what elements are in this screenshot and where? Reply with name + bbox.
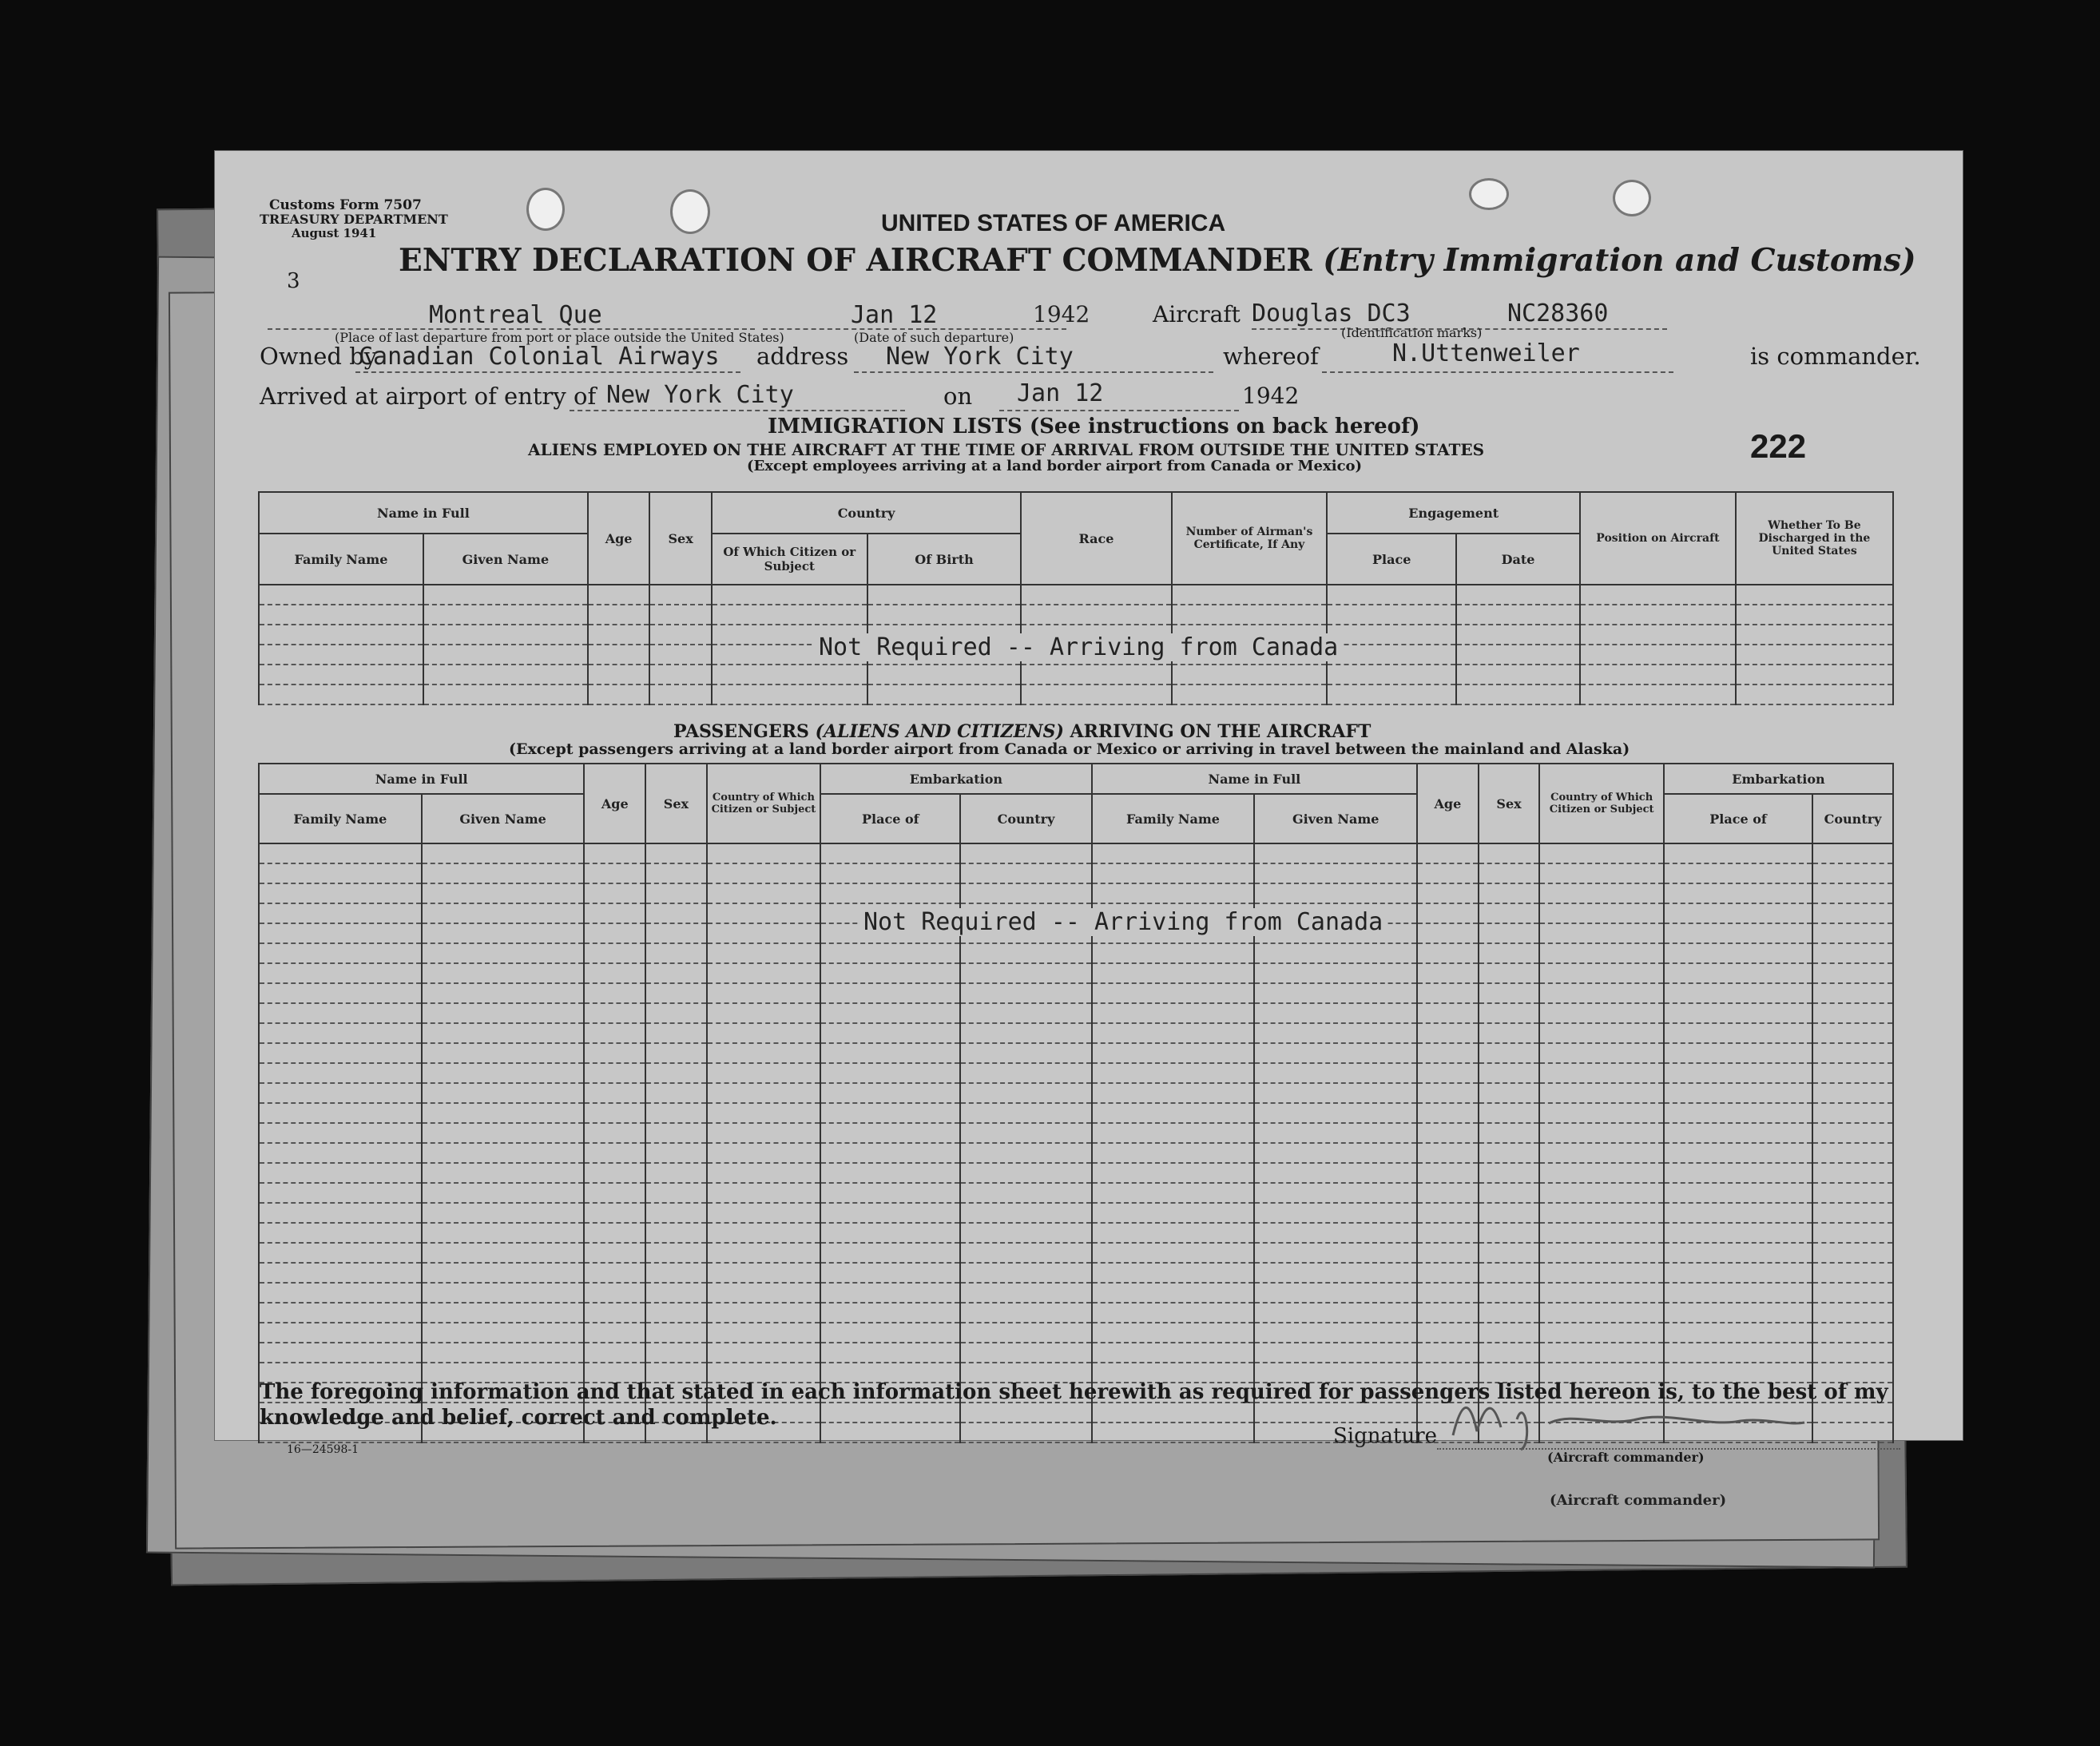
form-number: Customs Form 7507 <box>269 197 422 213</box>
crew-header-family-name: Family Name <box>259 534 423 585</box>
crew-row <box>259 685 1893 704</box>
crew-header-name-in-full: Name in Full <box>259 492 588 534</box>
crew-header-given-name: Given Name <box>423 534 588 585</box>
passenger-header-age: Age <box>584 764 645 843</box>
commander-name: N.Uttenweiler <box>1392 339 1580 367</box>
crew-header-discharged: Whether To Be Discharged in the United States <box>1736 492 1893 585</box>
passengers-heading <box>673 721 1371 742</box>
crew-header-of-birth: Of Birth <box>867 534 1022 585</box>
passenger-header-embarkation-2: Embarkation <box>1664 764 1893 794</box>
stamp-number: 222 <box>1750 427 1807 465</box>
punch-hole <box>1469 178 1509 210</box>
passenger-row <box>259 1003 1893 1023</box>
form-page <box>214 150 1963 1465</box>
passenger-row <box>259 1163 1893 1183</box>
passenger-header-sex-2: Sex <box>1479 764 1540 843</box>
passenger-row <box>259 1083 1893 1103</box>
commander-line <box>1322 371 1673 373</box>
passengers-heading-a: PASSENGERS <box>673 721 816 742</box>
passengers-not-required-note: Not Required -- Arriving from Canada <box>859 908 1387 936</box>
passenger-header-given-name-2: Given Name <box>1254 794 1417 843</box>
passenger-header-citizen-of-2: Country of Which Citizen or Subject <box>1539 764 1664 843</box>
sheet-number: 3 <box>287 269 300 293</box>
passenger-header-sex: Sex <box>645 764 707 843</box>
passenger-row <box>259 1263 1893 1283</box>
crew-header-race: Race <box>1021 492 1171 585</box>
form-title <box>399 242 1916 279</box>
passenger-row <box>259 1303 1893 1323</box>
passenger-header-citizen-of: Country of Which Citizen or Subject <box>707 764 820 843</box>
passenger-row <box>259 1323 1893 1343</box>
whereof-label: whereof <box>1223 343 1319 370</box>
crew-row <box>259 665 1893 685</box>
crew-row <box>259 585 1893 605</box>
passenger-header-age-2: Age <box>1417 764 1479 843</box>
passenger-row <box>259 883 1893 903</box>
country-title: UNITED STATES OF AMERICA <box>881 210 1226 236</box>
passenger-row <box>259 843 1893 863</box>
underlying-caption: (Aircraft commander) <box>1550 1492 1727 1509</box>
department: TREASURY DEPARTMENT <box>260 212 448 227</box>
owned-by: Canadian Colonial Airways <box>359 343 720 371</box>
form-title-paren: (Entry Immigration and Customs) <box>1323 242 1916 279</box>
passenger-header-country-2: Country <box>1812 794 1893 843</box>
passenger-row <box>259 963 1893 983</box>
owned-label: Owned by <box>260 343 378 370</box>
arrival-label: Arrived at airport of entry of <box>260 383 597 410</box>
departure-date: Jan 12 <box>851 301 938 329</box>
crew-header-certificate: Number of Airman's Certificate, If Any <box>1172 492 1328 585</box>
passenger-row <box>259 1143 1893 1163</box>
crew-subheading: (Except employees arriving at a land border airport from Canada or Mexico) <box>747 458 1363 474</box>
passenger-row <box>259 1223 1893 1243</box>
address-line <box>854 371 1213 373</box>
passenger-header-place-of-2: Place of <box>1664 794 1812 843</box>
passengers-heading-c: ARRIVING ON THE AIRCRAFT <box>1063 721 1372 742</box>
commander-signature <box>1445 1387 1812 1451</box>
passenger-row <box>259 1023 1893 1043</box>
passenger-row <box>259 1203 1893 1223</box>
passenger-header-place-of: Place of <box>820 794 960 843</box>
certification-text: The foregoing information and that stated in each information sheet herewith as required for passengers listed hereon is, to the best of my knowledge and belief, correct and complete. <box>260 1380 1888 1430</box>
passenger-header-embarkation: Embarkation <box>820 764 1092 794</box>
crew-header-position: Position on Aircraft <box>1580 492 1736 585</box>
signature-caption: (Aircraft commander) <box>1547 1450 1705 1465</box>
crew-header-sex: Sex <box>649 492 712 585</box>
departure-year: 1942 <box>1033 301 1090 327</box>
passenger-row <box>259 1103 1893 1123</box>
address-label: address <box>756 343 849 370</box>
passenger-header-given-name: Given Name <box>422 794 585 843</box>
passenger-row <box>259 1243 1893 1263</box>
arrival-on-label: on <box>943 383 973 410</box>
punch-hole <box>1613 180 1651 216</box>
form-title-main: ENTRY DECLARATION OF AIRCRAFT COMMANDER <box>399 242 1312 279</box>
passenger-row <box>259 1283 1893 1303</box>
crew-header-citizen-of: Of Which Citizen or Subject <box>712 534 867 585</box>
passenger-header-family-name-2: Family Name <box>1092 794 1255 843</box>
owned-by-line <box>355 371 740 373</box>
crew-header-country: Country <box>712 492 1021 534</box>
arrival-date-line <box>999 410 1239 411</box>
passenger-row <box>259 1123 1893 1143</box>
crew-heading: ALIENS EMPLOYED ON THE AIRCRAFT AT THE TIME OF ARRIVAL FROM OUTSIDE THE UNITED STATES <box>528 440 1485 459</box>
crew-header-date: Date <box>1456 534 1580 585</box>
print-code: 16—24598-1 <box>287 1443 359 1456</box>
owner-address: New York City <box>886 343 1074 371</box>
passenger-row <box>259 943 1893 963</box>
commander-suffix: is commander. <box>1750 343 1921 370</box>
arrival-year: 1942 <box>1242 383 1300 409</box>
crew-not-required-note: Not Required -- Arriving from Canada <box>814 633 1343 661</box>
aircraft-caption: (Identification marks) <box>1341 325 1483 340</box>
punch-hole <box>670 189 710 234</box>
departure-place-caption: (Place of last departure from port or place outside the United States) <box>335 330 784 345</box>
immigration-lists-title: IMMIGRATION LISTS (See instructions on back hereof) <box>768 415 1420 438</box>
passenger-row <box>259 1063 1893 1083</box>
crew-header-age: Age <box>588 492 650 585</box>
passenger-header-family-name: Family Name <box>259 794 422 843</box>
passenger-header-name-in-full-2: Name in Full <box>1092 764 1417 794</box>
passenger-header-country: Country <box>960 794 1091 843</box>
aircraft-type: Douglas DC3 <box>1252 300 1411 327</box>
arrival-place-line <box>570 410 905 411</box>
arrival-place: New York City <box>606 381 794 409</box>
passenger-row <box>259 1183 1893 1203</box>
passenger-row <box>259 983 1893 1003</box>
passenger-row <box>259 863 1893 883</box>
punch-hole <box>526 188 565 231</box>
passenger-row <box>259 1043 1893 1063</box>
passenger-table <box>258 763 1894 1443</box>
aircraft-label: Aircraft <box>1153 301 1241 327</box>
crew-header-engagement: Engagement <box>1327 492 1580 534</box>
departure-date-caption: (Date of such departure) <box>854 330 1014 345</box>
departure-place: Montreal Que <box>429 301 602 329</box>
passengers-subheading: (Except passengers arriving at a land border airport from Canada or Mexico or arriving in travel between the mainland and Alaska) <box>509 740 1630 758</box>
arrival-date: Jan 12 <box>1017 379 1104 407</box>
passenger-header-name-in-full: Name in Full <box>259 764 584 794</box>
passengers-heading-b: (ALIENS AND CITIZENS) <box>815 721 1064 742</box>
form-date: August 1941 <box>292 226 377 240</box>
crew-row <box>259 605 1893 625</box>
signature-label: Signature <box>1333 1424 1438 1448</box>
crew-header-place: Place <box>1327 534 1456 585</box>
crew-table <box>258 491 1894 705</box>
passenger-row <box>259 1343 1893 1363</box>
aircraft-reg-number: NC28360 <box>1507 300 1609 327</box>
